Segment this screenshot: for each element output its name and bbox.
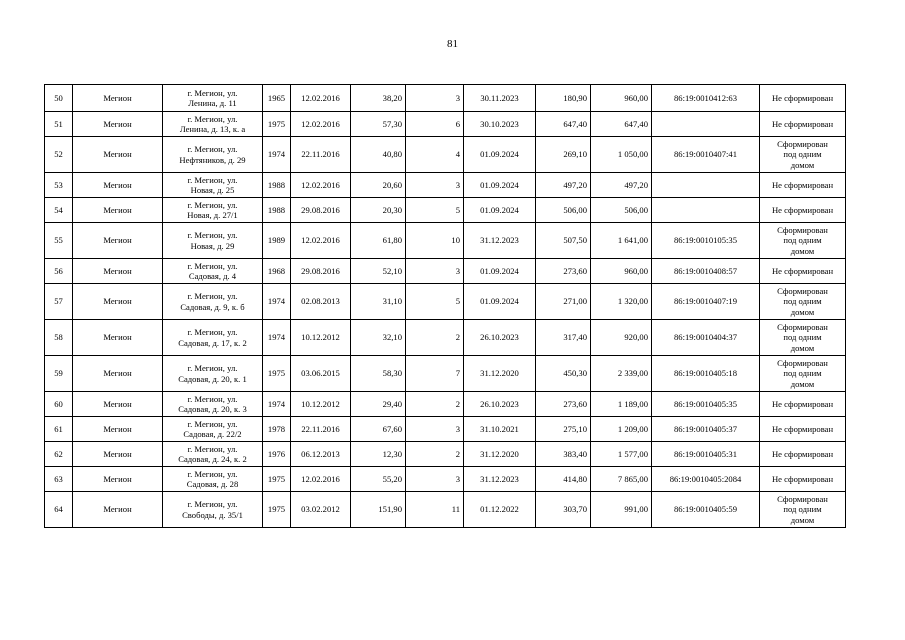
cell-cadastral-number: 86:19:0010412:63 xyxy=(652,85,760,112)
cell-land-area: 647,40 xyxy=(536,112,591,137)
status-line: Не сформирован xyxy=(771,179,834,190)
cell-area: 40,80 xyxy=(351,137,406,173)
housing-table xyxy=(44,84,846,528)
cell-planned-date: 31.12.2023 xyxy=(464,223,536,259)
cell-value: 1 577,00 xyxy=(591,442,652,467)
status-line: домом xyxy=(790,514,815,525)
cell-land-area: 383,40 xyxy=(536,442,591,467)
cell-status xyxy=(760,392,846,417)
cell-land-area: 317,40 xyxy=(536,320,591,356)
cell-value: 1 189,00 xyxy=(591,392,652,417)
cell-residents: 3 xyxy=(406,259,464,284)
address-line: Свободы, д. 35/1 xyxy=(182,509,243,520)
cell-status xyxy=(760,223,846,259)
address-line: Садовая, д. 20, к. 3 xyxy=(178,404,247,414)
cell-planned-date: 31.12.2023 xyxy=(464,467,536,492)
address-line: Садовая, д. 17, к. 2 xyxy=(178,337,247,348)
cell-residents: 3 xyxy=(406,417,464,442)
cell-city: Мегион xyxy=(73,442,163,467)
address-line: г. Мегион, ул. xyxy=(187,443,238,454)
cell-date-recognized: 03.02.2012 xyxy=(291,492,351,528)
cell-year: 1988 xyxy=(263,173,291,198)
cell-residents: 4 xyxy=(406,137,464,173)
cell-planned-date: 26.10.2023 xyxy=(464,392,536,417)
cell-date-recognized: 12.02.2016 xyxy=(291,173,351,198)
cell-cadastral-number xyxy=(652,173,760,198)
cell-year: 1974 xyxy=(263,392,291,417)
cell-city: Мегион xyxy=(73,417,163,442)
address-line: г. Мегион, ул. xyxy=(187,230,238,240)
cell-year: 1975 xyxy=(263,356,291,392)
cell-area: 12,30 xyxy=(351,442,406,467)
cell-area: 151,90 xyxy=(351,492,406,528)
cell-number: 62 xyxy=(45,442,73,467)
cell-area: 67,60 xyxy=(351,417,406,442)
cell-address xyxy=(163,467,263,492)
address-line: г. Мегион, ул. xyxy=(187,327,238,337)
cell-number: 58 xyxy=(45,320,73,356)
cell-cadastral-number: 86:19:0010405:31 xyxy=(652,442,760,467)
cell-residents: 3 xyxy=(406,467,464,492)
cell-address xyxy=(163,492,263,528)
address-line: г. Мегион, ул. xyxy=(187,113,238,124)
cell-value: 506,00 xyxy=(591,198,652,223)
cell-city: Мегион xyxy=(73,259,163,284)
cell-residents: 5 xyxy=(406,284,464,320)
cell-area: 32,10 xyxy=(351,320,406,356)
cell-number: 63 xyxy=(45,467,73,492)
cell-area: 58,30 xyxy=(351,356,406,392)
cell-number: 60 xyxy=(45,392,73,417)
cell-status xyxy=(760,198,846,223)
table-body xyxy=(45,85,846,528)
address-line: Ленина, д. 13, к. а xyxy=(179,124,246,134)
cell-number: 50 xyxy=(45,85,73,112)
cell-area: 57,30 xyxy=(351,112,406,137)
status-line: Не сформирован xyxy=(771,265,834,276)
status-line: Сформирован xyxy=(777,493,828,504)
cell-cadastral-number xyxy=(652,198,760,223)
cell-value: 1 050,00 xyxy=(591,137,652,173)
status-line: Не сформирован xyxy=(771,204,834,215)
table-row xyxy=(45,392,846,417)
cell-year: 1975 xyxy=(263,112,291,137)
cell-cadastral-number: 86:19:0010407:41 xyxy=(652,137,760,173)
cell-address xyxy=(163,137,263,173)
address-line: Новая, д. 29 xyxy=(190,240,235,251)
cell-land-area: 506,00 xyxy=(536,198,591,223)
cell-residents: 3 xyxy=(406,173,464,198)
cell-area: 55,20 xyxy=(351,467,406,492)
status-line: под одним xyxy=(783,296,822,307)
table-row xyxy=(45,492,846,528)
cell-date-recognized: 12.02.2016 xyxy=(291,85,351,112)
address-line: Садовая, д. 28 xyxy=(186,479,239,489)
status-line: домом xyxy=(790,342,815,353)
cell-address xyxy=(163,442,263,467)
cell-planned-date: 01.09.2024 xyxy=(464,259,536,284)
cell-area: 31,10 xyxy=(351,284,406,320)
cell-date-recognized: 10.12.2012 xyxy=(291,392,351,417)
status-line: Сформирован xyxy=(777,357,828,368)
address-line: г. Мегион, ул. xyxy=(187,393,238,404)
cell-residents: 6 xyxy=(406,112,464,137)
cell-city: Мегион xyxy=(73,223,163,259)
address-line: г. Мегион, ул. xyxy=(187,174,238,185)
cell-planned-date: 01.09.2024 xyxy=(464,284,536,320)
cell-date-recognized: 12.02.2016 xyxy=(291,112,351,137)
cell-date-recognized: 10.12.2012 xyxy=(291,320,351,356)
cell-planned-date: 01.09.2024 xyxy=(464,198,536,223)
cell-value: 1 641,00 xyxy=(591,223,652,259)
cell-number: 55 xyxy=(45,223,73,259)
table-row xyxy=(45,284,846,320)
status-line: Сформирован xyxy=(777,224,828,235)
cell-value: 920,00 xyxy=(591,320,652,356)
cell-address xyxy=(163,259,263,284)
cell-planned-date: 30.10.2023 xyxy=(464,112,536,137)
cell-residents: 3 xyxy=(406,85,464,112)
status-line: под одним xyxy=(783,149,822,160)
address-line: Садовая, д. 4 xyxy=(188,271,237,281)
cell-planned-date: 30.11.2023 xyxy=(464,85,536,112)
cell-city: Мегион xyxy=(73,112,163,137)
status-line: Не сформирован xyxy=(771,118,834,129)
cell-status xyxy=(760,320,846,356)
cell-city: Мегион xyxy=(73,392,163,417)
cell-value: 7 865,00 xyxy=(591,467,652,492)
cell-status xyxy=(760,112,846,137)
address-line: г. Мегион, ул. xyxy=(187,260,238,271)
address-line: г. Мегион, ул. xyxy=(187,418,238,429)
cell-residents: 5 xyxy=(406,198,464,223)
cell-city: Мегион xyxy=(73,137,163,173)
table-row xyxy=(45,442,846,467)
cell-year: 1965 xyxy=(263,85,291,112)
cell-cadastral-number: 86:19:0010405:37 xyxy=(652,417,760,442)
status-line: Не сформирован xyxy=(771,448,834,459)
status-line: Сформирован xyxy=(777,285,828,296)
status-line: домом xyxy=(790,378,815,389)
table-row xyxy=(45,467,846,492)
cell-planned-date: 31.12.2020 xyxy=(464,356,536,392)
cell-residents: 2 xyxy=(406,320,464,356)
cell-date-recognized: 29.08.2016 xyxy=(291,198,351,223)
cell-year: 1974 xyxy=(263,320,291,356)
cell-address xyxy=(163,284,263,320)
cell-city: Мегион xyxy=(73,356,163,392)
cell-cadastral-number: 86:19:0010404:37 xyxy=(652,320,760,356)
status-line: Не сформирован xyxy=(771,398,834,409)
cell-year: 1968 xyxy=(263,259,291,284)
cell-year: 1976 xyxy=(263,442,291,467)
cell-value: 960,00 xyxy=(591,259,652,284)
table-row xyxy=(45,112,846,137)
cell-year: 1975 xyxy=(263,467,291,492)
cell-status xyxy=(760,85,846,112)
status-line: Сформирован xyxy=(777,321,828,332)
cell-address xyxy=(163,392,263,417)
status-line: Не сформирован xyxy=(771,423,834,434)
table-row xyxy=(45,173,846,198)
cell-land-area: 273,60 xyxy=(536,259,591,284)
address-line: г. Мегион, ул. xyxy=(187,199,238,210)
cell-address xyxy=(163,320,263,356)
cell-land-area: 414,80 xyxy=(536,467,591,492)
cell-date-recognized: 29.08.2016 xyxy=(291,259,351,284)
address-line: Садовая, д. 20, к. 1 xyxy=(178,373,247,384)
cell-value: 1 209,00 xyxy=(591,417,652,442)
cell-status xyxy=(760,356,846,392)
cell-address xyxy=(163,112,263,137)
cell-address xyxy=(163,223,263,259)
table-row xyxy=(45,259,846,284)
address-line: г. Мегион, ул. xyxy=(187,144,238,154)
table-row xyxy=(45,320,846,356)
cell-value: 497,20 xyxy=(591,173,652,198)
address-line: г. Мегион, ул. xyxy=(187,363,238,373)
address-line: Новая, д. 27/1 xyxy=(187,210,238,220)
address-line: Садовая, д. 22/2 xyxy=(183,429,242,439)
cell-area: 20,60 xyxy=(351,173,406,198)
cell-city: Мегион xyxy=(73,198,163,223)
cell-cadastral-number xyxy=(652,112,760,137)
status-line: под одним xyxy=(783,332,822,343)
cell-land-area: 275,10 xyxy=(536,417,591,442)
status-line: Не сформирован xyxy=(771,473,834,484)
cell-residents: 10 xyxy=(406,223,464,259)
cell-city: Мегион xyxy=(73,467,163,492)
cell-land-area: 450,30 xyxy=(536,356,591,392)
table-row xyxy=(45,223,846,259)
cell-status xyxy=(760,173,846,198)
cell-residents: 2 xyxy=(406,442,464,467)
address-line: г. Мегион, ул. xyxy=(187,291,238,301)
status-line: домом xyxy=(790,159,815,170)
cell-planned-date: 01.12.2022 xyxy=(464,492,536,528)
cell-cadastral-number: 86:19:0010407:19 xyxy=(652,284,760,320)
cell-date-recognized: 22.11.2016 xyxy=(291,137,351,173)
cell-cadastral-number: 86:19:0010405:18 xyxy=(652,356,760,392)
address-line: Нефтяников, д. 29 xyxy=(179,154,246,165)
cell-city: Мегион xyxy=(73,284,163,320)
status-line: Сформирован xyxy=(777,138,828,149)
cell-number: 53 xyxy=(45,173,73,198)
cell-residents: 2 xyxy=(406,392,464,417)
cell-date-recognized: 03.06.2015 xyxy=(291,356,351,392)
cell-land-area: 497,20 xyxy=(536,173,591,198)
cell-number: 52 xyxy=(45,137,73,173)
cell-value: 991,00 xyxy=(591,492,652,528)
cell-date-recognized: 22.11.2016 xyxy=(291,417,351,442)
cell-address xyxy=(163,173,263,198)
cell-area: 20,30 xyxy=(351,198,406,223)
table-row xyxy=(45,198,846,223)
cell-status xyxy=(760,442,846,467)
cell-number: 56 xyxy=(45,259,73,284)
cell-number: 59 xyxy=(45,356,73,392)
cell-land-area: 180,90 xyxy=(536,85,591,112)
cell-number: 54 xyxy=(45,198,73,223)
address-line: Садовая, д. 24, к. 2 xyxy=(178,454,247,464)
cell-area: 38,20 xyxy=(351,85,406,112)
cell-planned-date: 01.09.2024 xyxy=(464,137,536,173)
cell-land-area: 269,10 xyxy=(536,137,591,173)
cell-date-recognized: 12.02.2016 xyxy=(291,223,351,259)
cell-area: 29,40 xyxy=(351,392,406,417)
cell-status xyxy=(760,467,846,492)
cell-land-area: 271,00 xyxy=(536,284,591,320)
cell-year: 1974 xyxy=(263,137,291,173)
cell-residents: 11 xyxy=(406,492,464,528)
status-line: домом xyxy=(790,306,815,317)
cell-status xyxy=(760,137,846,173)
cell-number: 64 xyxy=(45,492,73,528)
address-line: Ленина, д. 11 xyxy=(188,98,237,108)
cell-land-area: 273,60 xyxy=(536,392,591,417)
cell-status xyxy=(760,492,846,528)
address-line: г. Мегион, ул. xyxy=(187,87,238,98)
cell-city: Мегион xyxy=(73,173,163,198)
cell-address xyxy=(163,417,263,442)
cell-value: 2 339,00 xyxy=(591,356,652,392)
address-line: г. Мегион, ул. xyxy=(187,468,238,479)
cell-planned-date: 31.12.2020 xyxy=(464,442,536,467)
address-line: Садовая, д. 9, к. б xyxy=(180,301,245,312)
cell-address xyxy=(163,85,263,112)
cell-value: 1 320,00 xyxy=(591,284,652,320)
cell-number: 61 xyxy=(45,417,73,442)
status-line: под одним xyxy=(783,235,822,246)
cell-city: Мегион xyxy=(73,320,163,356)
cell-address xyxy=(163,356,263,392)
cell-cadastral-number: 86:19:0010405:35 xyxy=(652,392,760,417)
status-line: домом xyxy=(790,245,815,256)
cell-cadastral-number: 86:19:0010408:57 xyxy=(652,259,760,284)
cell-city: Мегион xyxy=(73,492,163,528)
cell-year: 1974 xyxy=(263,284,291,320)
cell-year: 1988 xyxy=(263,198,291,223)
cell-area: 52,10 xyxy=(351,259,406,284)
status-line: под одним xyxy=(783,368,822,379)
cell-status xyxy=(760,417,846,442)
cell-status xyxy=(760,259,846,284)
cell-cadastral-number: 86:19:0010405:59 xyxy=(652,492,760,528)
cell-year: 1989 xyxy=(263,223,291,259)
cell-residents: 7 xyxy=(406,356,464,392)
cell-number: 57 xyxy=(45,284,73,320)
cell-address xyxy=(163,198,263,223)
status-line: под одним xyxy=(783,504,822,515)
cell-date-recognized: 12.02.2016 xyxy=(291,467,351,492)
cell-number: 51 xyxy=(45,112,73,137)
cell-land-area: 507,50 xyxy=(536,223,591,259)
cell-planned-date: 31.10.2021 xyxy=(464,417,536,442)
address-line: г. Мегион, ул. xyxy=(187,499,238,509)
cell-year: 1978 xyxy=(263,417,291,442)
cell-date-recognized: 06.12.2013 xyxy=(291,442,351,467)
address-line: Новая, д. 25 xyxy=(190,185,235,195)
cell-planned-date: 01.09.2024 xyxy=(464,173,536,198)
cell-value: 960,00 xyxy=(591,85,652,112)
table-row xyxy=(45,417,846,442)
table-row xyxy=(45,85,846,112)
cell-status xyxy=(760,284,846,320)
status-line: Не сформирован xyxy=(771,92,834,103)
page-number: 81 xyxy=(447,38,458,50)
cell-city: Мегион xyxy=(73,85,163,112)
table-row xyxy=(45,356,846,392)
cell-planned-date: 26.10.2023 xyxy=(464,320,536,356)
cell-year: 1975 xyxy=(263,492,291,528)
cell-cadastral-number: 86:19:0010105:35 xyxy=(652,223,760,259)
cell-date-recognized: 02.08.2013 xyxy=(291,284,351,320)
cell-value: 647,40 xyxy=(591,112,652,137)
cell-land-area: 303,70 xyxy=(536,492,591,528)
table-row xyxy=(45,137,846,173)
cell-cadastral-number: 86:19:0010405:2084 xyxy=(652,467,760,492)
cell-area: 61,80 xyxy=(351,223,406,259)
